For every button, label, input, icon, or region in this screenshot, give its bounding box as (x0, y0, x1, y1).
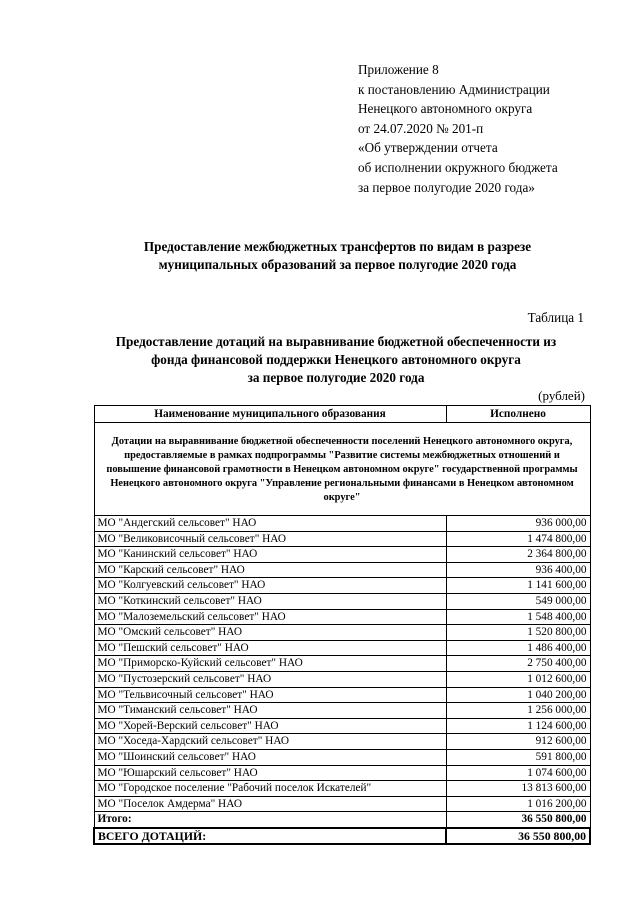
municipality-name: МО "Юшарский сельсовет" НАО (94, 765, 446, 781)
executed-amount: 13 813 600,00 (446, 781, 590, 797)
appendix-line: к постановлению Администрации (358, 81, 550, 97)
municipality-name: МО "Андегский сельсовет" НАО (94, 516, 446, 532)
table-row (94, 625, 590, 641)
executed-amount: 1 486 400,00 (446, 640, 590, 656)
executed-amount: 1 256 000,00 (446, 703, 590, 719)
table-title-line: фонда финансовой поддержки Ненецкого автономного округа (151, 352, 521, 367)
table-header-row (94, 406, 590, 423)
section-title-line: муниципальных образований за первое полугодие 2020 года (158, 257, 517, 272)
appendix-line: за первое полугодие 2020 года» (358, 179, 535, 195)
executed-amount: 1 141 600,00 (446, 578, 590, 594)
appendix-line: Приложение 8 (358, 62, 439, 77)
table-title (92, 333, 580, 387)
municipality-name: МО "Омский сельсовет" НАО (94, 625, 446, 641)
municipality-name: МО "Шоинский сельсовет" НАО (94, 749, 446, 765)
section-title-line: Предоставление межбюджетных трансфертов по видам в разрезе (143, 239, 532, 254)
table-row (94, 562, 590, 578)
group-title: Дотации на выравнивание бюджетной обеспеченности поселений Ненецкого автономного округа, предоставляемые в рамках подпрограммы "Развитие системы межбюджетных отношений и повышение финансовой грамотности в Ненецком автономном округе" государственной программы Ненецкого автономного округа "Управление региональными финансами в Ненецком автономном округе" (94, 423, 590, 516)
executed-amount: 912 600,00 (446, 734, 590, 750)
municipality-name: МО "Пешский сельсовет" НАО (94, 640, 446, 656)
section-title (110, 238, 565, 274)
municipality-name: МО "Приморско-Куйский сельсовет" НАО (94, 656, 446, 672)
table-row (94, 703, 590, 719)
table-row (94, 593, 590, 609)
appendix-header (358, 60, 620, 197)
executed-amount: 1 040 200,00 (446, 687, 590, 703)
appendix-line: от 24.07.2020 № 201-п (358, 120, 484, 136)
table-row (94, 531, 590, 547)
municipality-name: МО "Коткинский сельсовет" НАО (94, 593, 446, 609)
executed-amount: 1 520 800,00 (446, 625, 590, 641)
executed-amount: 1 548 400,00 (446, 609, 590, 625)
table-row (94, 656, 590, 672)
table-row (94, 796, 590, 812)
table-row (94, 547, 590, 563)
grand-total-row (94, 828, 590, 845)
municipality-name: МО "Хорей-Верский сельсовет" НАО (94, 718, 446, 734)
municipality-name: МО "Великовисочный сельсовет" НАО (94, 531, 446, 547)
column-header-name: Наименование муниципального образования (94, 406, 446, 423)
total-row-label: Итого: (94, 812, 446, 828)
table-row (94, 781, 590, 797)
executed-amount: 1 012 600,00 (446, 671, 590, 687)
municipality-name: МО "Поселок Амдерма" НАО (94, 796, 446, 812)
group-title-row (94, 423, 590, 516)
executed-amount: 936 000,00 (446, 516, 590, 532)
units-label: (рублей) (538, 388, 585, 403)
executed-amount: 2 750 400,00 (446, 656, 590, 672)
table-row (94, 749, 590, 765)
appendix-line: «Об утверждении отчета (358, 140, 498, 156)
municipality-name: МО "Канинский сельсовет" НАО (94, 547, 446, 563)
executed-amount: 936 400,00 (446, 562, 590, 578)
municipality-name: МО "Пустозерский сельсовет" НАО (94, 671, 446, 687)
municipality-name: МО "Хоседа-Хардский сельсовет" НАО (94, 734, 446, 750)
table-title-line: за первое полугодие 2020 года (247, 370, 425, 385)
appendix-line: об исполнении окружного бюджета (358, 159, 558, 175)
executed-amount: 1 474 800,00 (446, 531, 590, 547)
grand-total-row-label: ВСЕГО ДОТАЦИЙ: (94, 828, 446, 845)
table-title-line: Предоставление дотаций на выравнивание бюджетной обеспеченности из (115, 334, 557, 349)
municipality-name: МО "Малоземельский сельсовет" НАО (94, 609, 446, 625)
municipality-name: МО "Колгуевский сельсовет" НАО (94, 578, 446, 594)
municipality-name: МО "Тельвисочный сельсовет" НАО (94, 687, 446, 703)
grand-total-row-value: 36 550 800,00 (446, 828, 590, 845)
table-row (94, 578, 590, 594)
table-row (94, 640, 590, 656)
municipality-name: МО "Тиманский сельсовет" НАО (94, 703, 446, 719)
table-label: Таблица 1 (527, 310, 584, 325)
executed-amount: 2 364 800,00 (446, 547, 590, 563)
municipality-name: МО "Карский сельсовет" НАО (94, 562, 446, 578)
table-row (94, 765, 590, 781)
executed-amount: 549 000,00 (446, 593, 590, 609)
table-row (94, 718, 590, 734)
column-header-executed: Исполнено (446, 406, 590, 423)
executed-amount: 591 800,00 (446, 749, 590, 765)
subsidies-table (93, 405, 591, 845)
municipality-name: МО "Городское поселение "Рабочий поселок Искателей" (94, 781, 446, 797)
table-row (94, 609, 590, 625)
appendix-line: Ненецкого автономного округа (358, 101, 533, 117)
table-row (94, 734, 590, 750)
total-row (94, 812, 590, 828)
table-row (94, 671, 590, 687)
executed-amount: 1 016 200,00 (446, 796, 590, 812)
executed-amount: 1 124 600,00 (446, 718, 590, 734)
table-row (94, 687, 590, 703)
executed-amount: 1 074 600,00 (446, 765, 590, 781)
table-row (94, 516, 590, 532)
total-row-value: 36 550 800,00 (446, 812, 590, 828)
